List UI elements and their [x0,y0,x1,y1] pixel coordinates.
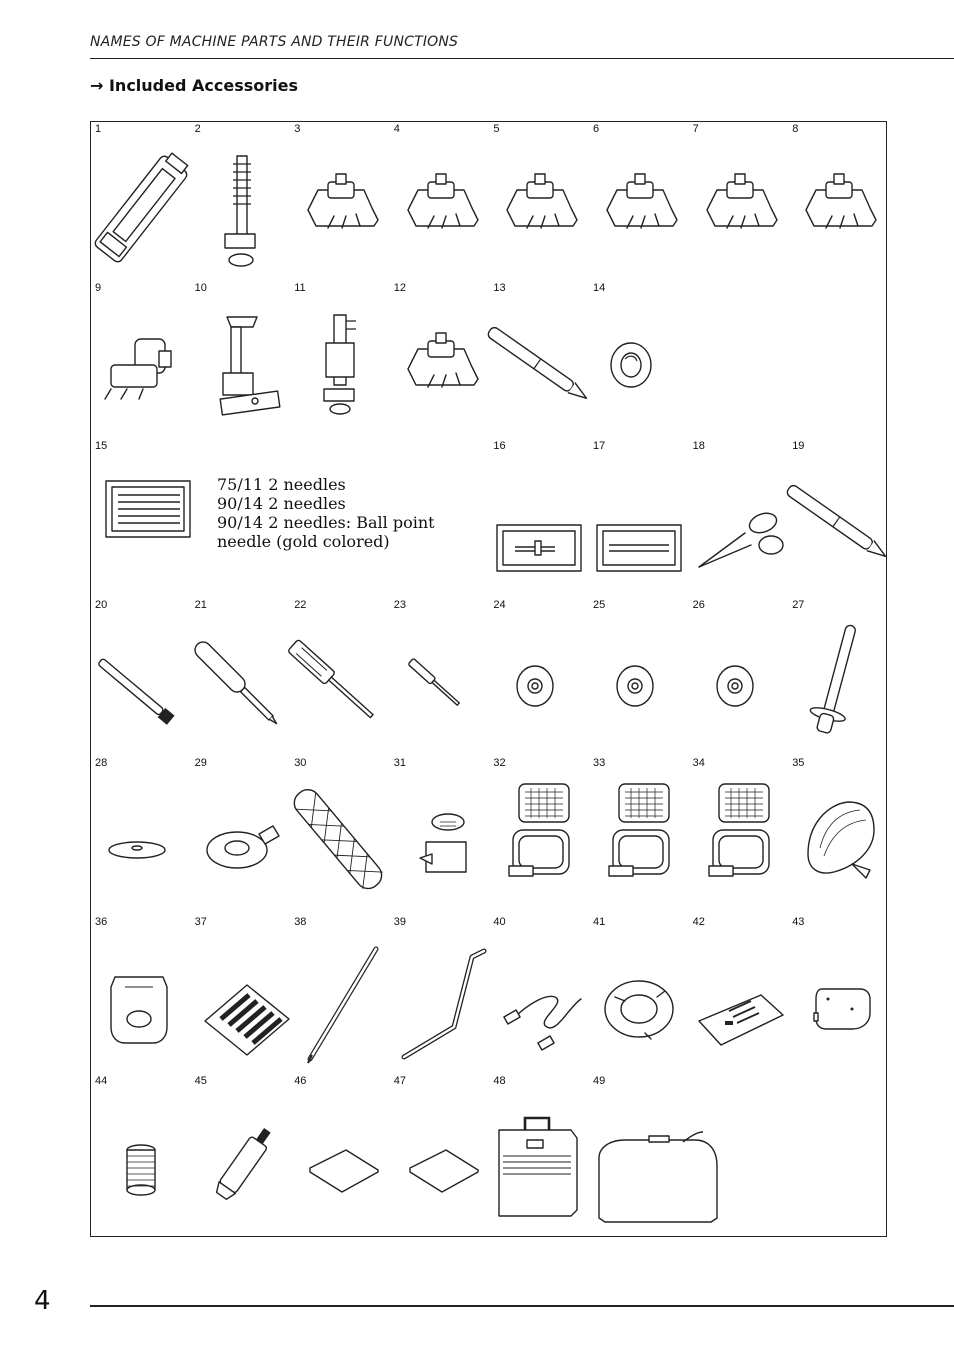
needle-description-line: needle (gold colored) [217,532,390,551]
accessory-item [390,756,490,914]
item-number: 30 [294,757,307,770]
accessory-item [689,122,789,280]
needle-plate-icon [695,937,783,1067]
presser-foot-icon [794,144,882,274]
embroidery-hoop-icon [495,778,583,908]
accessory-item [390,1074,490,1232]
item-number: 3 [294,123,301,135]
footer-rule [90,1305,954,1307]
item-number: 35 [792,757,805,770]
item-number: 38 [294,916,307,928]
accessory-item [390,281,490,439]
accessory-item [489,439,589,597]
item-number: 7 [692,123,699,135]
spool-net-icon [296,778,384,908]
item-number: 13 [493,281,506,294]
item-number: 34 [692,757,705,770]
item-number: 20 [95,598,108,611]
usb-cable-icon [495,937,583,1067]
item-number: 8 [792,123,799,135]
buttonhole-foot-icon [97,144,185,274]
item-number: 33 [593,757,606,770]
embroidery-hoop-icon [695,778,783,908]
item-number: 28 [95,757,108,770]
accessory-item [91,756,191,914]
seam-ripper-icon [197,620,285,750]
accessory-item [91,598,191,756]
spool-cap-icon [695,620,783,750]
item-number: 43 [792,916,805,928]
item-number: 4 [393,123,400,135]
accessory-item [788,439,888,597]
accessory-item [290,1074,390,1232]
item-number: 12 [393,281,407,294]
accessory-item [788,122,888,280]
needle-description-line: 75/11 2 needles [217,475,346,494]
carrying-case-icon [495,1096,583,1226]
needle-set-icon [97,461,187,591]
screwdriver-icon [296,620,384,750]
presser-foot-icon [396,303,484,433]
item-number: 29 [194,757,207,770]
pen-icon [794,461,882,591]
accessory-item [589,598,689,756]
accessory-item [290,598,390,756]
item-number: 26 [692,598,705,611]
small-screwdriver-icon [396,620,484,750]
accessory-item [91,915,191,1073]
accessory-item [390,915,490,1073]
accessory-item [489,756,589,914]
accessory-item [489,1074,589,1232]
spool-pin-icon [794,620,882,750]
item-number: 14 [593,281,606,294]
walking-foot-icon [97,303,185,433]
item-number: 22 [294,598,307,611]
item-number: 49 [593,1074,606,1087]
item-number: 37 [194,916,207,928]
item-number: 2 [194,123,201,135]
item-number: 10 [194,281,207,294]
presser-foot-icon [595,144,683,274]
manual-icon [396,1096,484,1226]
item-number: 15 [95,440,108,453]
presser-foot-icon [296,144,384,274]
needle-description-line: 90/14 2 needles: Ball point [217,513,435,532]
foot-controller-icon [794,778,882,908]
accessory-item [191,281,291,439]
item-number: 21 [194,598,207,611]
item-number: 1 [95,123,102,135]
dust-cover-icon [595,1096,725,1226]
accessory-item [191,598,291,756]
quilting-foot-icon [197,303,285,433]
needle-plate-cover-icon [97,937,185,1067]
accessory-item [589,439,689,597]
accessory-item [589,281,689,439]
accessory-item [390,122,490,280]
accessory-item [489,915,589,1073]
needle-description [217,475,435,551]
accessory-item [589,1074,689,1232]
bobbin-case-icon [595,937,683,1067]
item-number: 32 [493,757,506,770]
item-number: 6 [593,123,600,135]
accessory-item [489,122,589,280]
cleaning-brush-icon [97,620,185,750]
spool-felt-icon [97,778,185,908]
twin-needle-card-icon [495,461,583,591]
accessory-item [689,598,789,756]
accessory-item [191,756,291,914]
accessories-grid [90,121,887,1237]
embroidery-foot-icon [296,303,384,433]
accessory-case-icon [794,937,882,1067]
item-number: 5 [493,123,500,135]
accessory-item [788,598,888,756]
accessory-item [191,122,291,280]
page-number: 4 [34,1286,51,1316]
header-rule [90,58,954,59]
accessory-item [788,756,888,914]
item-number: 27 [792,598,805,611]
item-number: 17 [593,440,606,453]
item-number: 45 [194,1074,207,1087]
bobbin-cover-icon [197,778,285,908]
spool-cap-icon [595,620,683,750]
accessory-item [689,439,789,597]
presser-foot-icon [396,144,484,274]
item-number: 23 [393,598,407,611]
accessory-item [689,915,789,1073]
item-number: 9 [95,281,102,294]
item-number: 44 [95,1074,108,1087]
accessory-item [489,281,589,439]
section-title: → Included Accessories [90,76,298,95]
needle-card-icon [595,461,683,591]
bobbin-icon [595,303,683,433]
accessory-item [489,598,589,756]
running-header: NAMES OF MACHINE PARTS AND THEIR FUNCTIONS [90,34,459,50]
presser-foot-icon [695,144,783,274]
item-number: 41 [593,916,606,928]
needle-description-line: 90/14 2 needles [217,494,346,513]
embroidery-hoop-icon [595,778,683,908]
accessory-item [689,756,789,914]
item-number: 31 [393,757,407,770]
accessory-item [589,122,689,280]
accessory-item [589,756,689,914]
accessory-item [91,281,191,439]
item-number: 47 [393,1074,407,1087]
accessory-item [91,122,191,280]
item-number: 39 [393,916,407,928]
accessory-item [589,915,689,1073]
item-number: 46 [294,1074,307,1087]
item-number: 42 [692,916,705,928]
item-number: 11 [294,281,306,294]
item-number: 25 [593,598,606,611]
small-hoop-icon [396,778,484,908]
thread-spool-icon [97,1096,185,1226]
accessory-item [290,122,390,280]
stabilizer-sheet-icon [197,937,285,1067]
item-number: 24 [493,598,506,611]
touch-pen-icon [296,937,384,1067]
accessory-item [290,281,390,439]
item-number: 19 [792,440,805,453]
pen-icon [495,303,583,433]
item-number: 40 [493,916,506,928]
accessory-item [788,915,888,1073]
scissors-icon [695,461,783,591]
item-number: 18 [692,440,705,453]
item-number: 48 [493,1074,506,1087]
accessory-item [390,598,490,756]
oil-tube-icon [197,1096,285,1226]
accessory-item [290,915,390,1073]
accessory-item [290,756,390,914]
manual-icon [296,1096,384,1226]
accessory-item [191,915,291,1073]
darning-foot-icon [197,144,285,274]
accessory-item [191,1074,291,1232]
presser-foot-icon [495,144,583,274]
item-number: 36 [95,916,108,928]
spool-cap-icon [495,620,583,750]
item-number: 16 [493,440,506,453]
knee-lifter-icon [396,937,484,1067]
accessory-item [91,1074,191,1232]
